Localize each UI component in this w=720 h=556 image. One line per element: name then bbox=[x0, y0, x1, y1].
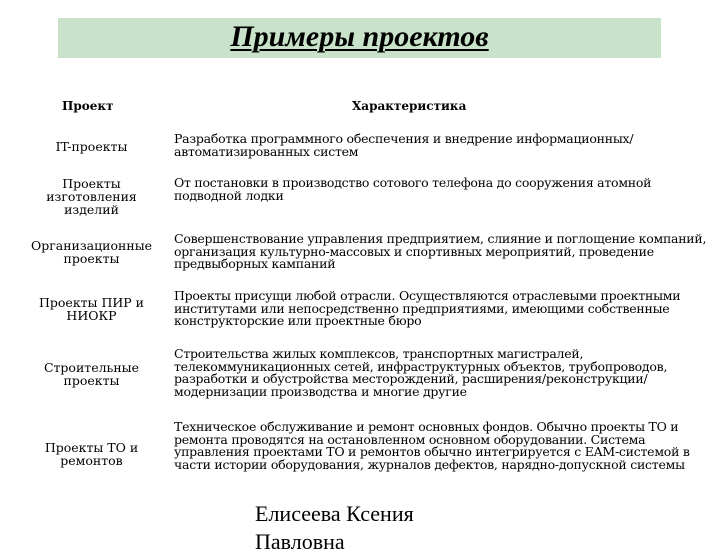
project-description: Проекты присущи любой отрасли. Осуществляются отраслевыми проектными институтами или непосредственно предприятиями, имеющими собственные конструкторские или проектные бюро bbox=[174, 288, 681, 328]
project-description: Техническое обслуживание и ремонт основных фондов. Обычно проекты ТО и ремонта проводятся на остановленном основном оборудовании. Система управления проектами ТО и ремонтов обычно интегрируется с EAM-системой в части истории оборудования, журналов дефектов, нарядно-допускной системы bbox=[174, 419, 690, 472]
project-description: Разработка программного обеспечения и внедрение информационных/автоматизированных систем bbox=[174, 131, 634, 159]
project-name: Организационные проекты bbox=[30, 238, 153, 266]
column-header-characteristic: Характеристика bbox=[352, 99, 467, 113]
project-description: От постановки в производство сотового телефона до сооружения атомной подводной лодки bbox=[174, 175, 652, 203]
project-name: IT-проекты bbox=[55, 139, 128, 154]
project-name: Проекты изготовления изделий bbox=[46, 176, 137, 217]
project-description: Строительства жилых комплексов, транспортных магистралей, телекоммуникационных сетей, инфраструктурных объектов, трубопроводов, разработки и обустройства месторождений, расширения/реконструкции/модернизации производства и многие другие bbox=[174, 346, 668, 399]
page-title: Примеры проектов bbox=[230, 20, 489, 53]
project-name: Проекты ПИР и НИОКР bbox=[39, 295, 144, 323]
column-header-project: Проект bbox=[62, 99, 114, 113]
project-name: Строительные проекты bbox=[43, 360, 140, 388]
title-bar bbox=[58, 18, 661, 58]
project-description: Совершенствование управления предприятием, слияние и поглощение компаний, организация культурно-массовых и спортивных мероприятий, проведение предвыборных кампаний bbox=[174, 231, 707, 271]
author-name: Елисеева Ксения Павловна bbox=[255, 501, 414, 554]
project-name: Проекты ТО и ремонтов bbox=[44, 440, 139, 468]
